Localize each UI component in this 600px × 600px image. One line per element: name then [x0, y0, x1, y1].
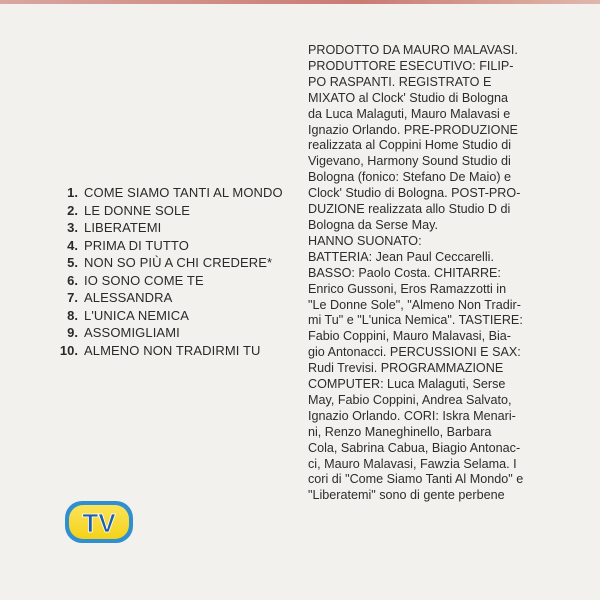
track-number: 5. — [67, 255, 78, 270]
track-title: ASSOMIGLIAMI — [84, 325, 180, 340]
credits-line: Enrico Gussoni, Eros Ramazzotti in — [308, 281, 507, 296]
track-number: 2. — [67, 202, 78, 218]
credits-line: MIXATO al Clock' Studio di Bologna — [308, 90, 509, 105]
track-number: 10. — [59, 342, 78, 358]
track-item — [58, 237, 294, 255]
credits-line: Fabio Coppini, Mauro Malavasi, Bia- — [308, 329, 511, 344]
credits-line: PRODOTTO DA MAURO MALAVASI. — [308, 43, 518, 57]
track-item — [58, 184, 294, 202]
credits-line: DUZIONE realizzata allo Studio D di — [308, 202, 511, 217]
credits-line: Bologna (fonico: Stefano De Maio) e — [308, 170, 512, 185]
credits-line: ci, Mauro Malavasi, Fawzia Selama. I — [308, 456, 517, 471]
track-title: COME SIAMO TANTI AL MONDO — [84, 185, 283, 200]
track-number: 3. — [67, 220, 78, 235]
credits-line: BATTERIA: Jean Paul Ceccarelli. — [308, 249, 494, 264]
track-title: PRIMA DI TUTTO — [84, 237, 189, 253]
track-title: LE DONNE SOLE — [84, 202, 191, 218]
track-number: 4. — [67, 237, 78, 253]
credits-text — [308, 43, 552, 504]
credits-line: cori di "Come Siamo Tanti Al Mondo" e — [308, 472, 524, 487]
credits-line: Vigevano, Harmony Sound Studio di — [308, 154, 511, 169]
credits-line: "Liberatemi" sono di gente perbene — [308, 488, 505, 503]
track-title: IO SONO COME TE — [84, 272, 204, 288]
credits-line: ni, Renzo Maneghinello, Barbara — [308, 424, 492, 439]
track-item — [58, 342, 294, 360]
track-item — [58, 254, 294, 272]
track-number: 7. — [67, 290, 78, 305]
credits-line: PRODUTTORE ESECUTIVO: FILIP- — [308, 58, 514, 73]
track-number: 9. — [67, 325, 78, 340]
track-title: NON SO PIÙ A CHI CREDERE* — [84, 255, 273, 270]
credits-line: HANNO SUONATO: — [308, 233, 422, 248]
track-list — [58, 184, 294, 359]
credits-line: BASSO: Paolo Costa. CHITARRE: — [308, 265, 501, 280]
credits-line: Ignazio Orlando. CORI: Iskra Menari- — [308, 408, 516, 423]
credits-line: Ignazio Orlando. PRE-PRODUZIONE — [308, 122, 518, 137]
credits-line: "Le Donne Sole", "Almeno Non Tradir- — [308, 297, 521, 312]
credits-line: gio Antonacci. PERCUSSIONI E SAX: — [308, 345, 521, 360]
track-item — [58, 219, 294, 237]
track-number: 1. — [67, 185, 78, 200]
track-number: 6. — [67, 272, 78, 288]
track-item — [58, 324, 294, 342]
track-item — [58, 272, 294, 290]
credits-line: Clock' Studio di Bologna. POST-PRO- — [308, 186, 521, 201]
credits-line: Bologna da Serse May. — [308, 217, 438, 232]
tv-logo — [64, 500, 134, 544]
track-item — [58, 202, 294, 220]
track-title: L'UNICA NEMICA — [84, 307, 190, 323]
credits-line: Cola, Sabrina Cabua, Biagio Antonac- — [308, 440, 521, 455]
tv-logo-text: TV — [82, 508, 116, 538]
track-item — [58, 289, 294, 307]
credits-line: mi Tu" e "L'unica Nemica". TASTIERE: — [308, 313, 523, 328]
track-title: ALMENO NON TRADIRMI TU — [84, 342, 261, 358]
track-number: 8. — [67, 307, 78, 323]
track-item — [58, 307, 294, 325]
credits-line: COMPUTER: Luca Malaguti, Serse — [308, 377, 506, 392]
credits-line: May, Fabio Coppini, Andrea Salvato, — [308, 392, 512, 407]
track-title: ALESSANDRA — [84, 290, 173, 305]
track-title: LIBERATEMI — [84, 220, 162, 235]
credits-line: da Luca Malaguti, Mauro Malavasi e — [308, 106, 511, 121]
credits-line: realizzata al Coppini Home Studio di — [308, 138, 512, 153]
credits-line: PO RASPANTI. REGISTRATO E — [308, 74, 492, 89]
credits-line: Rudi Trevisi. PROGRAMMAZIONE — [308, 361, 504, 376]
